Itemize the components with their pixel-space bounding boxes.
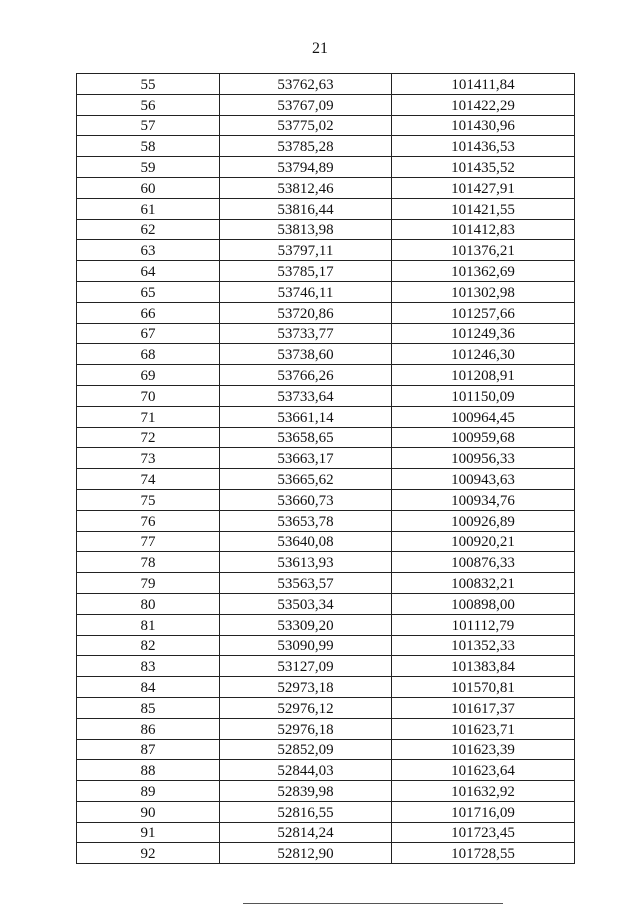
- table-row: [77, 115, 575, 136]
- table-row: [77, 281, 575, 302]
- y-coordinate-cell: 101716,09: [392, 801, 575, 822]
- table-row: [77, 801, 575, 822]
- x-coordinate-cell: 52973,18: [220, 677, 392, 698]
- x-coordinate-cell: 53503,34: [220, 593, 392, 614]
- table-row: [77, 157, 575, 178]
- point-number-cell: 63: [77, 240, 220, 261]
- y-coordinate-cell: 101246,30: [392, 344, 575, 365]
- point-number-cell: 87: [77, 739, 220, 760]
- table-row: [77, 427, 575, 448]
- point-number-cell: 66: [77, 302, 220, 323]
- x-coordinate-cell: 52976,12: [220, 697, 392, 718]
- coordinates-table-body: [77, 74, 575, 864]
- y-coordinate-cell: 101112,79: [392, 614, 575, 635]
- table-row: [77, 469, 575, 490]
- x-coordinate-cell: 53563,57: [220, 573, 392, 594]
- x-coordinate-cell: 52844,03: [220, 760, 392, 781]
- point-number-cell: 83: [77, 656, 220, 677]
- bottom-divider: [243, 903, 503, 904]
- x-coordinate-cell: 53797,11: [220, 240, 392, 261]
- table-row: [77, 94, 575, 115]
- point-number-cell: 60: [77, 177, 220, 198]
- point-number-cell: 58: [77, 136, 220, 157]
- table-row: [77, 614, 575, 635]
- x-coordinate-cell: 53653,78: [220, 510, 392, 531]
- point-number-cell: 73: [77, 448, 220, 469]
- point-number-cell: 89: [77, 781, 220, 802]
- table-row: [77, 323, 575, 344]
- y-coordinate-cell: 101430,96: [392, 115, 575, 136]
- y-coordinate-cell: 101421,55: [392, 198, 575, 219]
- point-number-cell: 80: [77, 593, 220, 614]
- x-coordinate-cell: 53775,02: [220, 115, 392, 136]
- x-coordinate-cell: 53767,09: [220, 94, 392, 115]
- point-number-cell: 78: [77, 552, 220, 573]
- point-number-cell: 61: [77, 198, 220, 219]
- point-number-cell: 84: [77, 677, 220, 698]
- page-number: 21: [312, 40, 328, 57]
- y-coordinate-cell: 100934,76: [392, 489, 575, 510]
- y-coordinate-cell: 100959,68: [392, 427, 575, 448]
- x-coordinate-cell: 53766,26: [220, 365, 392, 386]
- x-coordinate-cell: 53661,14: [220, 406, 392, 427]
- point-number-cell: 90: [77, 801, 220, 822]
- x-coordinate-cell: 53816,44: [220, 198, 392, 219]
- x-coordinate-cell: 53812,46: [220, 177, 392, 198]
- x-coordinate-cell: 52816,55: [220, 801, 392, 822]
- point-number-cell: 70: [77, 385, 220, 406]
- table-row: [77, 406, 575, 427]
- y-coordinate-cell: 101623,71: [392, 718, 575, 739]
- point-number-cell: 55: [77, 74, 220, 95]
- table-row: [77, 531, 575, 552]
- y-coordinate-cell: 101728,55: [392, 843, 575, 864]
- y-coordinate-cell: 100926,89: [392, 510, 575, 531]
- table-row: [77, 573, 575, 594]
- table-row: [77, 760, 575, 781]
- table-row: [77, 822, 575, 843]
- table-row: [77, 136, 575, 157]
- x-coordinate-cell: 53813,98: [220, 219, 392, 240]
- table-row: [77, 697, 575, 718]
- x-coordinate-cell: 52852,09: [220, 739, 392, 760]
- y-coordinate-cell: 101623,64: [392, 760, 575, 781]
- point-number-cell: 71: [77, 406, 220, 427]
- table-row: [77, 177, 575, 198]
- table-row: [77, 510, 575, 531]
- x-coordinate-cell: 52812,90: [220, 843, 392, 864]
- table-row: [77, 843, 575, 864]
- x-coordinate-cell: 53733,64: [220, 385, 392, 406]
- x-coordinate-cell: 53127,09: [220, 656, 392, 677]
- point-number-cell: 72: [77, 427, 220, 448]
- x-coordinate-cell: 53640,08: [220, 531, 392, 552]
- point-number-cell: 75: [77, 489, 220, 510]
- point-number-cell: 82: [77, 635, 220, 656]
- table-row: [77, 261, 575, 282]
- point-number-cell: 74: [77, 469, 220, 490]
- point-number-cell: 85: [77, 697, 220, 718]
- y-coordinate-cell: 101412,83: [392, 219, 575, 240]
- y-coordinate-cell: 101422,29: [392, 94, 575, 115]
- y-coordinate-cell: 101723,45: [392, 822, 575, 843]
- point-number-cell: 59: [77, 157, 220, 178]
- point-number-cell: 91: [77, 822, 220, 843]
- table-row: [77, 448, 575, 469]
- table-row: [77, 552, 575, 573]
- table-row: [77, 489, 575, 510]
- table-row: [77, 344, 575, 365]
- point-number-cell: 86: [77, 718, 220, 739]
- x-coordinate-cell: 53663,17: [220, 448, 392, 469]
- y-coordinate-cell: 101302,98: [392, 281, 575, 302]
- y-coordinate-cell: 101427,91: [392, 177, 575, 198]
- y-coordinate-cell: 100964,45: [392, 406, 575, 427]
- point-number-cell: 77: [77, 531, 220, 552]
- y-coordinate-cell: 100956,33: [392, 448, 575, 469]
- point-number-cell: 69: [77, 365, 220, 386]
- x-coordinate-cell: 52814,24: [220, 822, 392, 843]
- y-coordinate-cell: 101617,37: [392, 697, 575, 718]
- table-row: [77, 198, 575, 219]
- table-row: [77, 781, 575, 802]
- y-coordinate-cell: 101632,92: [392, 781, 575, 802]
- x-coordinate-cell: 53090,99: [220, 635, 392, 656]
- y-coordinate-cell: 100943,63: [392, 469, 575, 490]
- point-number-cell: 62: [77, 219, 220, 240]
- y-coordinate-cell: 100920,21: [392, 531, 575, 552]
- x-coordinate-cell: 53794,89: [220, 157, 392, 178]
- table-row: [77, 240, 575, 261]
- x-coordinate-cell: 53785,28: [220, 136, 392, 157]
- x-coordinate-cell: 53762,63: [220, 74, 392, 95]
- y-coordinate-cell: 100898,00: [392, 593, 575, 614]
- x-coordinate-cell: 53658,65: [220, 427, 392, 448]
- point-number-cell: 88: [77, 760, 220, 781]
- x-coordinate-cell: 53665,62: [220, 469, 392, 490]
- point-number-cell: 81: [77, 614, 220, 635]
- point-number-cell: 68: [77, 344, 220, 365]
- x-coordinate-cell: 53785,17: [220, 261, 392, 282]
- x-coordinate-cell: 53720,86: [220, 302, 392, 323]
- y-coordinate-cell: 101436,53: [392, 136, 575, 157]
- x-coordinate-cell: 53613,93: [220, 552, 392, 573]
- point-number-cell: 64: [77, 261, 220, 282]
- y-coordinate-cell: 100832,21: [392, 573, 575, 594]
- y-coordinate-cell: 101352,33: [392, 635, 575, 656]
- x-coordinate-cell: 53746,11: [220, 281, 392, 302]
- point-number-cell: 92: [77, 843, 220, 864]
- y-coordinate-cell: 101362,69: [392, 261, 575, 282]
- y-coordinate-cell: 101208,91: [392, 365, 575, 386]
- y-coordinate-cell: 100876,33: [392, 552, 575, 573]
- table-row: [77, 677, 575, 698]
- table-row: [77, 385, 575, 406]
- table-row: [77, 656, 575, 677]
- point-number-cell: 65: [77, 281, 220, 302]
- table-row: [77, 593, 575, 614]
- y-coordinate-cell: 101383,84: [392, 656, 575, 677]
- coordinates-table: [76, 73, 575, 864]
- table-row: [77, 74, 575, 95]
- point-number-cell: 79: [77, 573, 220, 594]
- point-number-cell: 76: [77, 510, 220, 531]
- y-coordinate-cell: 101257,66: [392, 302, 575, 323]
- table-row: [77, 718, 575, 739]
- y-coordinate-cell: 101150,09: [392, 385, 575, 406]
- y-coordinate-cell: 101376,21: [392, 240, 575, 261]
- table-row: [77, 302, 575, 323]
- x-coordinate-cell: 53309,20: [220, 614, 392, 635]
- table-row: [77, 739, 575, 760]
- table-row: [77, 365, 575, 386]
- point-number-cell: 67: [77, 323, 220, 344]
- y-coordinate-cell: 101411,84: [392, 74, 575, 95]
- y-coordinate-cell: 101249,36: [392, 323, 575, 344]
- y-coordinate-cell: 101570,81: [392, 677, 575, 698]
- point-number-cell: 57: [77, 115, 220, 136]
- point-number-cell: 56: [77, 94, 220, 115]
- y-coordinate-cell: 101623,39: [392, 739, 575, 760]
- table-row: [77, 219, 575, 240]
- table-row: [77, 635, 575, 656]
- x-coordinate-cell: 53733,77: [220, 323, 392, 344]
- x-coordinate-cell: 53660,73: [220, 489, 392, 510]
- x-coordinate-cell: 52976,18: [220, 718, 392, 739]
- y-coordinate-cell: 101435,52: [392, 157, 575, 178]
- x-coordinate-cell: 52839,98: [220, 781, 392, 802]
- x-coordinate-cell: 53738,60: [220, 344, 392, 365]
